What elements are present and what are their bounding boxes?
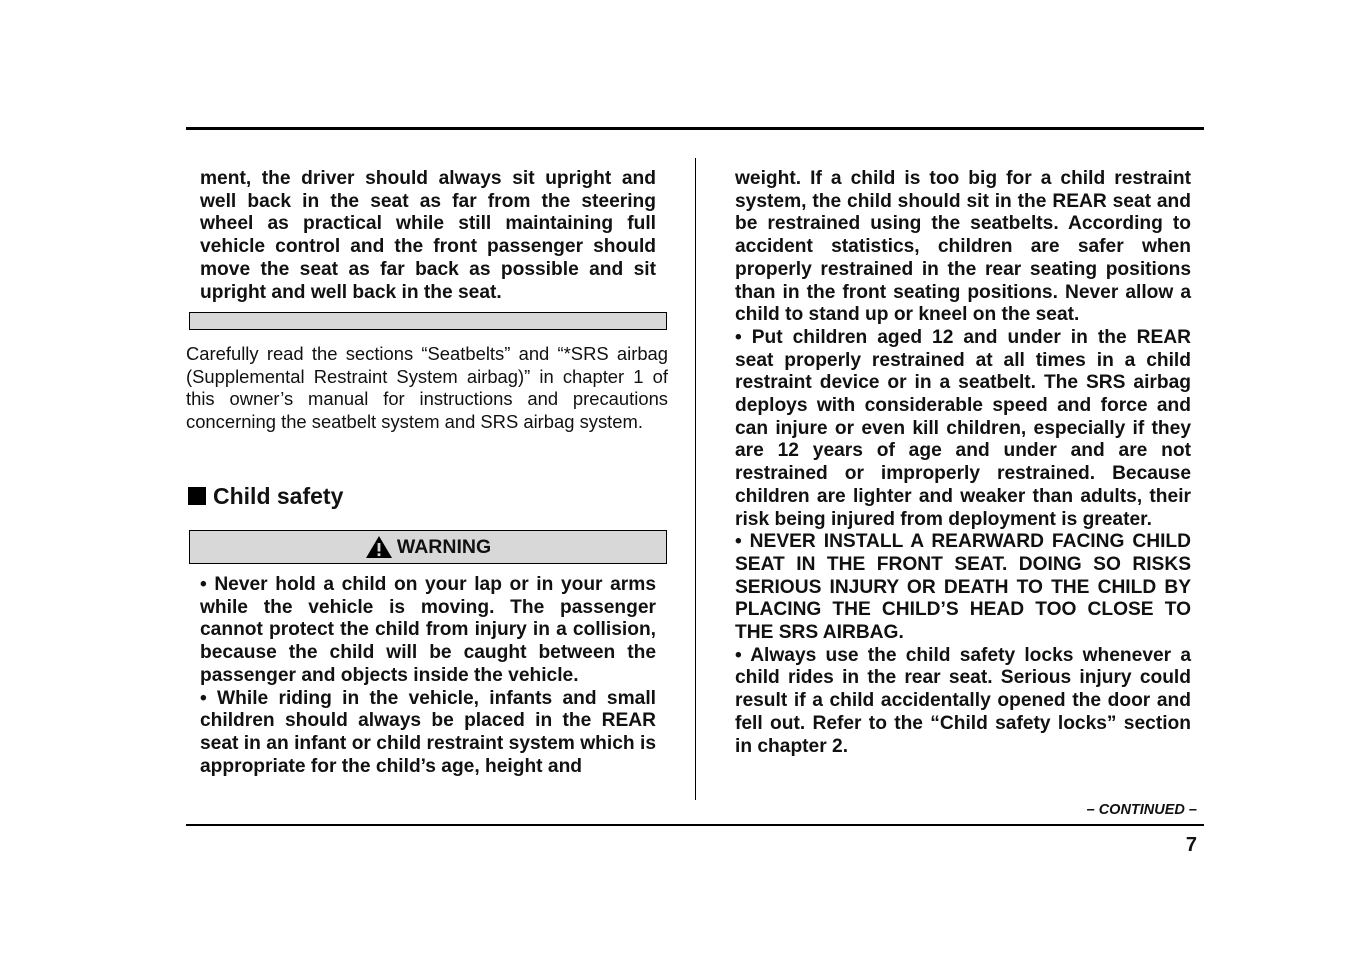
intro-paragraph: Carefully read the sections “Seatbelts” and “*SRS airbag (Supplemental Restraint System airbag)” in chapter 1 of this owner’s manual for instructions and precautions concerning the seatbelt system and SRS airbag system.	[186, 343, 668, 433]
warning-item: weight. If a child is too big for a child restraint system, the child should sit in the REAR seat and be restrained using the seatbelts. According to accident statistics, children are safer when properly restrained in the rear seating positions than in the front seating positions. Never allow a child to stand up or kneel on the seat.	[735, 168, 1191, 326]
right-warning-items	[735, 168, 1191, 758]
warning-item: • Never hold a child on your lap or in your arms while the vehicle is moving. The passenger cannot protect the child from injury in a collision, because the child will be caught between the passenger and objects inside the vehicle.	[200, 574, 656, 686]
warning-item: • NEVER INSTALL A REARWARD FACING CHILD SEAT IN THE FRONT SEAT. DOING SO RISKS SERIOUS INJURY OR DEATH TO THE CHILD BY PLACING THE CHILD’S HEAD TOO CLOSE TO THE SRS AIRBAG.	[735, 531, 1191, 644]
continued-paragraph: ment, the driver should always sit upright and well back in the seat as far from the steering wheel as practical while still maintaining full vehicle control and the front passenger should move the seat as far back as possible and sit upright and well back in the seat.	[200, 168, 656, 303]
warning-box-end-bar	[189, 312, 667, 330]
top-rule	[186, 127, 1204, 130]
warning-item: • While riding in the vehicle, infants and small children should always be placed in the REAR seat in an infant or child restraint system which is appropriate for the child’s age, height and	[200, 687, 656, 777]
left-warning-items	[200, 574, 656, 778]
warning-item: • Put children aged 12 and under in the REAR seat properly restrained at all times in a child restraint device or in a seatbelt. The SRS airbag deploys with considerable speed and force and can injure or even kill children, especially if they are 12 years of age and under and are not restrained or improperly restrained. Because children are lighter and weaker than adults, their risk being injured from deployment is greater.	[735, 326, 1191, 530]
section-title: Child safety	[213, 482, 344, 509]
continued-marker: – CONTINUED –	[1086, 802, 1197, 818]
section-heading	[188, 481, 343, 511]
warning-header	[189, 530, 667, 564]
warning-triangle-icon	[365, 535, 393, 559]
column-divider	[695, 158, 696, 800]
warning-label: WARNING	[396, 535, 492, 558]
warning-item: • Always use the child safety locks whenever a child rides in the rear seat. Serious injury could result if a child accidentally opened the door and fell out. Refer to the “Child safety locks” section in chapter 2.	[735, 644, 1191, 757]
heading-square-icon	[188, 487, 206, 505]
page-number: 7	[1185, 834, 1197, 856]
left-continued-warning-text	[200, 168, 656, 304]
bottom-rule	[186, 824, 1204, 826]
